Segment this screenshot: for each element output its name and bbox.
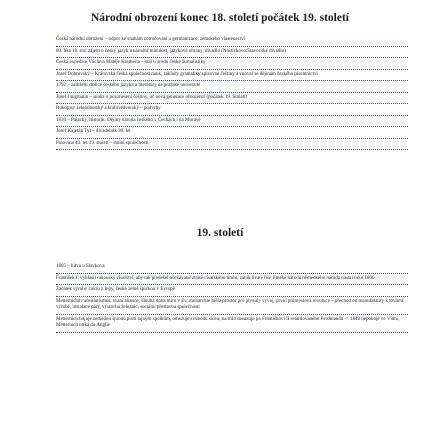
- list-item: Česká expedice Václava Matěje Krameria – stál u zrodu české žurnalistiky: [56, 58, 408, 70]
- list-item: 1805 – bitva u Slavkova: [56, 262, 408, 274]
- section-title-19-stoleti: 19. století: [196, 227, 244, 239]
- list-item: František I. vyhlásil rakouský císařství, aby tak předešel očekávané ztrátě císařského titulu, zánik Svaté říše římské národa německého národa nastal roku 1806: [56, 274, 408, 286]
- list-item: 80. léta 18. stol zájem o český jazyk a národní minulost, jazykové obrany, divadlo (Nostickovo/Stavovské divadlo): [56, 47, 408, 59]
- list-item: Metternichův absolutismus, svatá aliance, dlouhá doba míru v Ev, monarchie měla prostor pro plynulý vývoj, první průmyslová revoluce – přechod od manufaktury k tovární výrobě, instalace páry, výstavba železnic, sociální přestavba společnosti: [56, 297, 408, 315]
- list-item: Josef Jungmann – snaha o povznesení češtiny, uč nová generace obrozenci (počátek 19. Století): [56, 93, 408, 105]
- list-item: 1792 – založení stolice českého jazyka a literatury na pražské univerzitě: [56, 81, 408, 93]
- section-title-obrozeni: Národní obrození konec 18. století počátek 19. století: [91, 12, 349, 24]
- list-item: 1830 – Palacký, historik, Dějiny národa českého v Čechách i na Moravě: [56, 116, 408, 128]
- list-item: Metternich bojuje zemědou špionů proti tajným spolkům, omezuje svobodu slova, na trůn dosazuje po Františkovi II retardovaného Ferdinanda -> 1848 nepokoje ve Vídni, Metternich utíká do Anglie: [56, 315, 408, 333]
- list-item: Rukopisy zelenohorský a královédvorský – podvrhy: [56, 104, 408, 116]
- obrozeni-list: [56, 35, 408, 150]
- 19-stoleti-list: [56, 262, 408, 333]
- list-item: Josef Kajetán Tyl – divadelník 30. let: [56, 127, 408, 139]
- list-item: Polovina 40. let 19. století – stolní společnosti: [56, 139, 408, 151]
- list-item: Josef Dobrovský – Královská česká společnost nauk, základy gramatiky spisovné češtiny a vnoval se dějinám českého písemnictví: [56, 70, 408, 82]
- list-item: Začátek výroby cukru z řepy, české země špičkou v Evropě: [56, 285, 408, 297]
- list-item: Česká národní obrození – odpor ke snahám zotročování a germanizace, zemského vlastenectví: [56, 35, 408, 47]
